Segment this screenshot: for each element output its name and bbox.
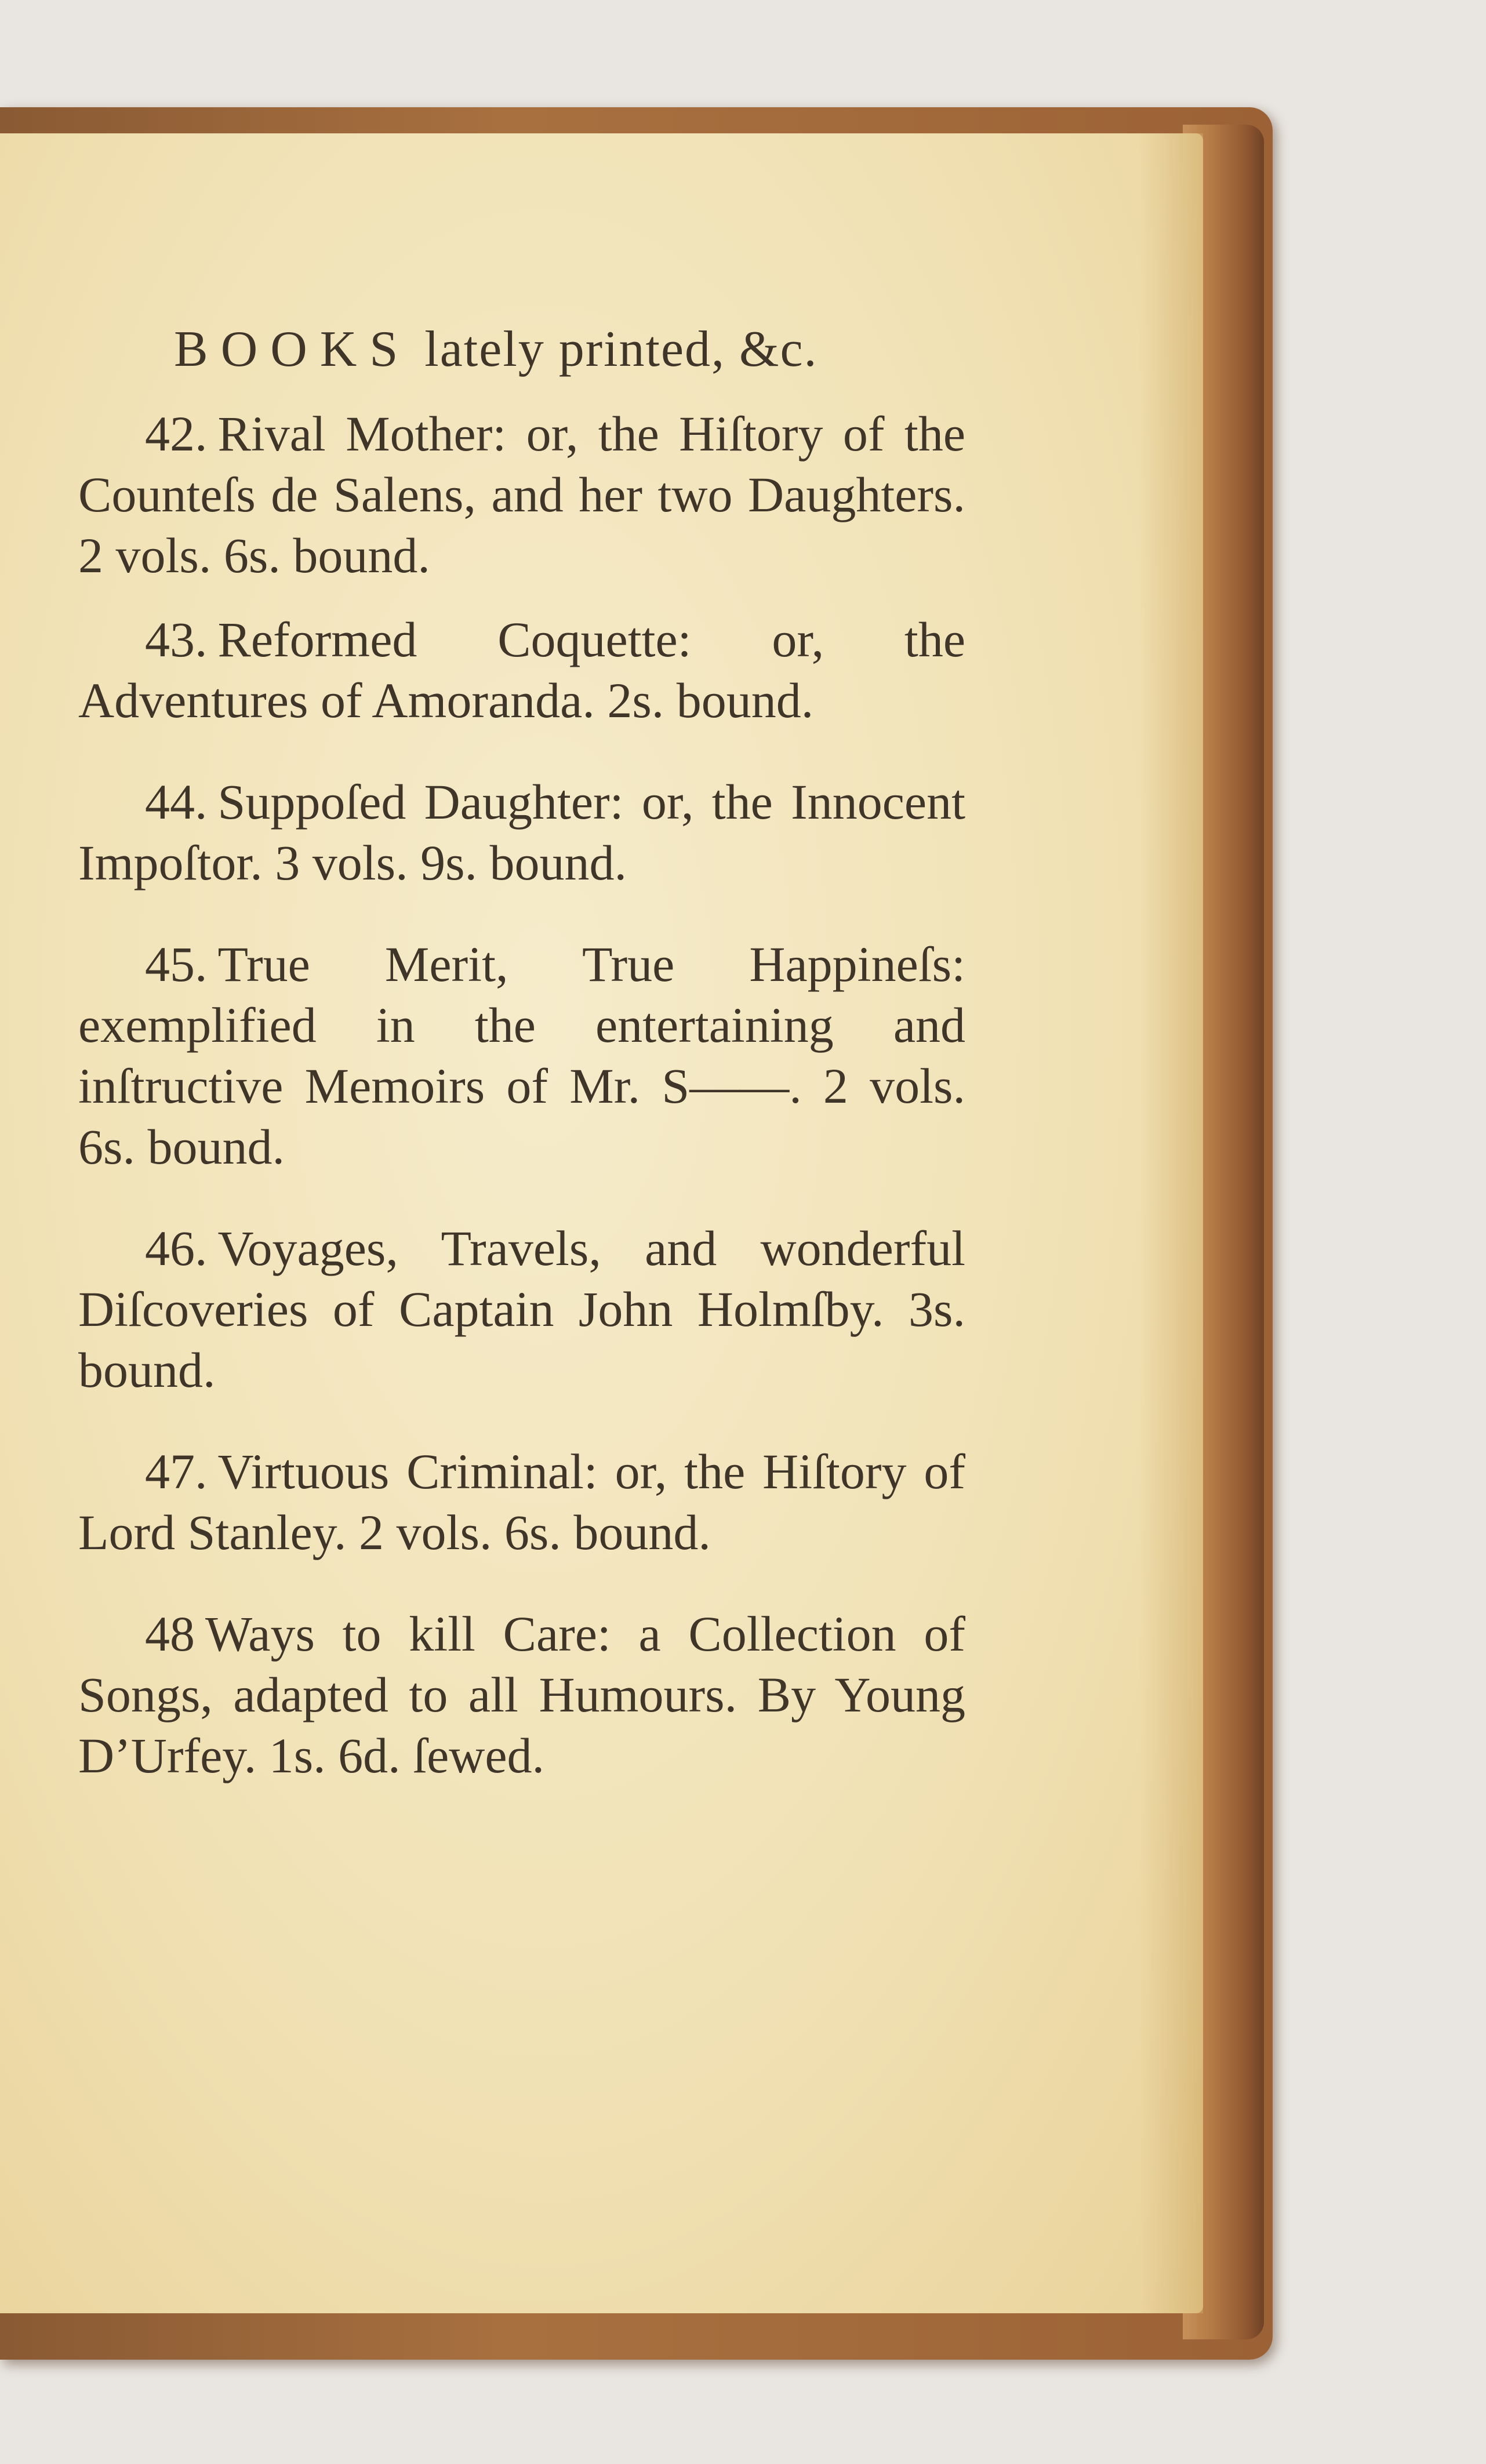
entry-number: 46.	[145, 1220, 208, 1276]
entry-text: Suppoſed Daughter: or, the Innocent Impoſtor. 3 vols. 9s. bound.	[78, 773, 965, 891]
entry-text: True Merit, True Happineſs: exemplified in the entertaining and inſtructive Memoirs of Mr. S——. 2 vols. 6s. bound.	[78, 936, 965, 1175]
heading-caps: BOOKS	[174, 321, 411, 377]
entry-number: 47.	[145, 1443, 208, 1499]
entry-number: 44.	[145, 773, 208, 830]
catalog-entry-44	[78, 772, 965, 893]
entry-number: 43.	[145, 611, 208, 667]
entry-text: Rival Mother: or, the Hiſtory of the Counteſs de Salens, and her two Daughters. 2 vols. 6s. bound.	[78, 405, 965, 583]
page-heading	[174, 319, 965, 380]
entry-number: 48	[145, 1605, 195, 1662]
catalog-entry-46	[78, 1218, 965, 1401]
entry-text: Ways to kill Care: a Collection of Songs, adapted to all Humours. By Young D’Urfey. 1s. 6d. ſewed.	[78, 1605, 965, 1783]
catalog-entry-42	[78, 404, 965, 586]
entry-text: Reformed Coquette: or, the Adventures of Amoranda. 2s. bound.	[78, 611, 965, 728]
catalog-entry-45	[78, 934, 965, 1178]
heading-rest: lately printed, &c.	[424, 321, 818, 377]
entry-number: 42.	[145, 405, 208, 461]
catalog-entry-48	[78, 1604, 965, 1786]
entry-text: Virtuous Criminal: or, the Hiſtory of Lord Stanley. 2 vols. 6s. bound.	[78, 1443, 965, 1560]
catalog-entry-43	[78, 609, 965, 731]
book-page	[0, 133, 1203, 2313]
page-content	[78, 319, 965, 1827]
entry-number: 45.	[145, 936, 208, 992]
catalog-entry-47	[78, 1441, 965, 1563]
entry-text: Voyages, Travels, and wonderful Diſcoveries of Captain John Holmſby. 3s. bound.	[78, 1220, 965, 1398]
